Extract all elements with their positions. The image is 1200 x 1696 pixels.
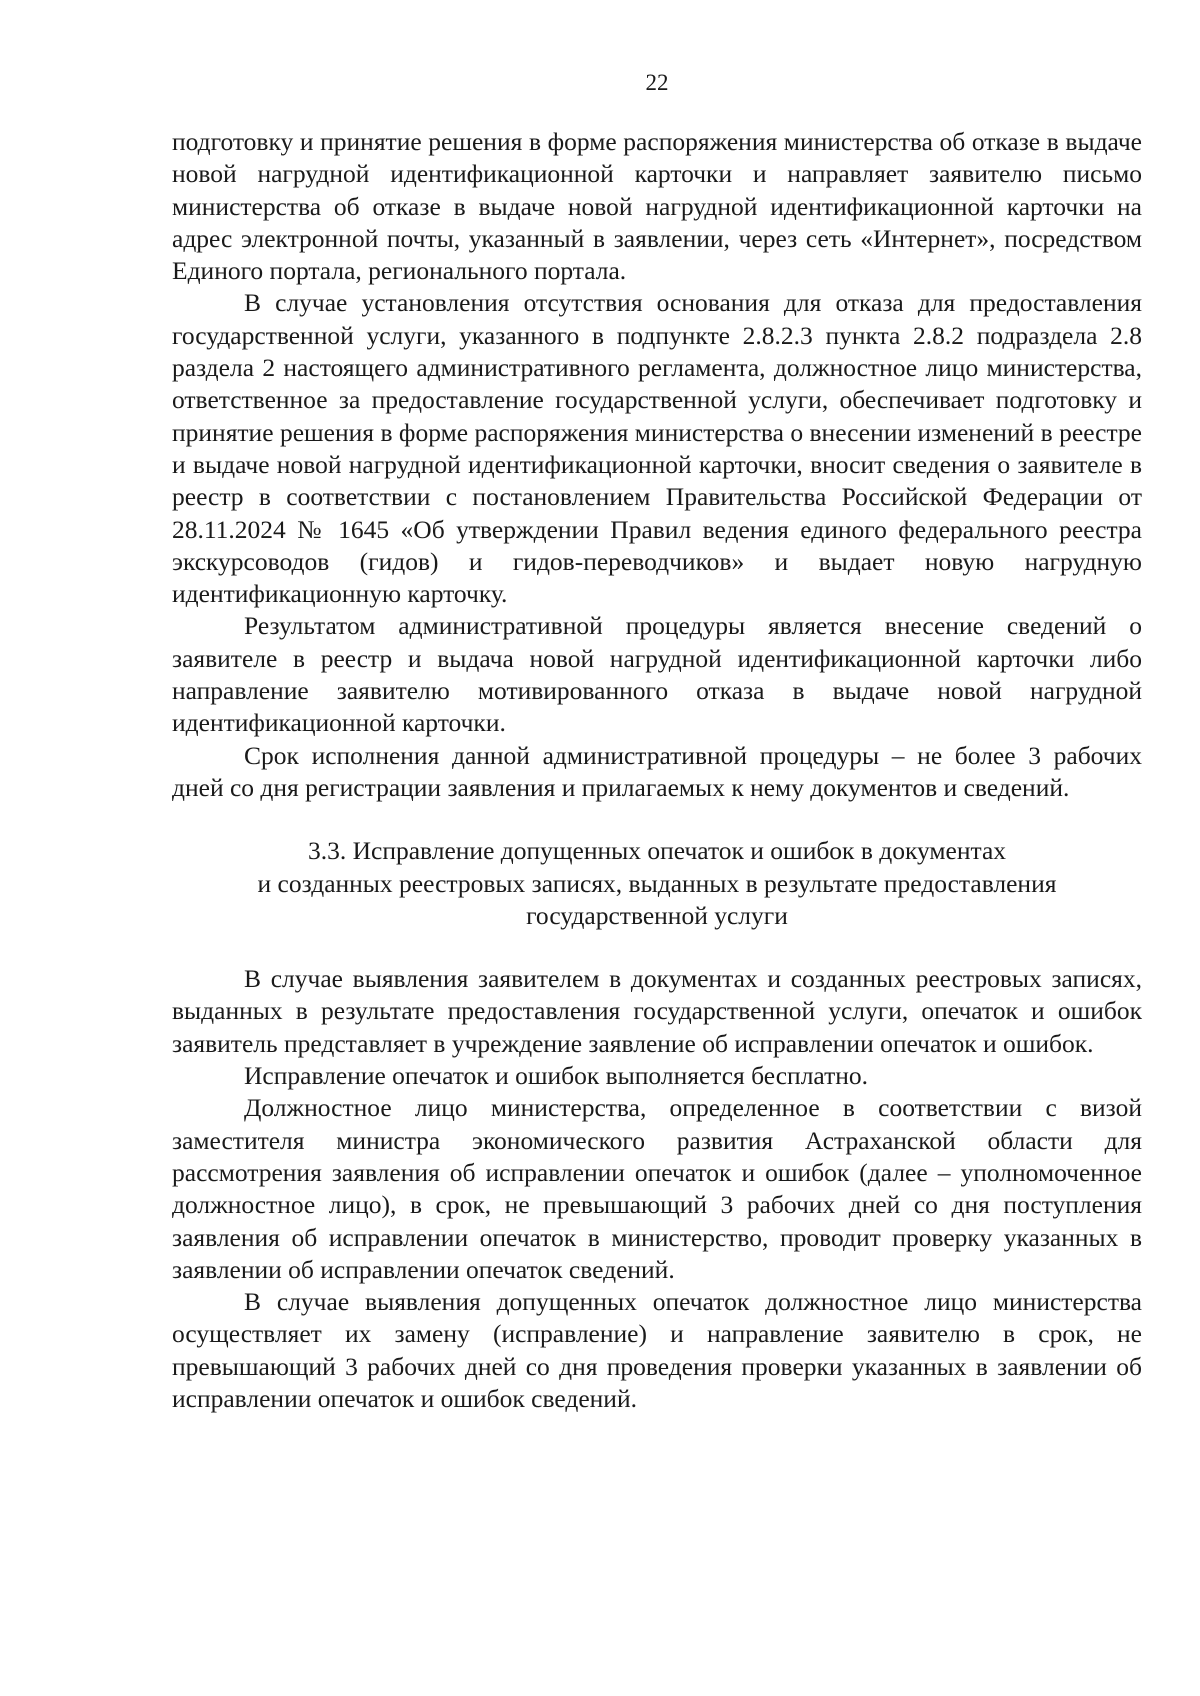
document-body <box>172 126 1142 1415</box>
paragraph-procedure-term: Срок исполнения данной административной процедуры – не более 3 рабочих дней со дня регистрации заявления и прилагаемых к нему документов и сведений. <box>172 740 1142 802</box>
section-heading-line-3: государственной услуги <box>526 900 788 930</box>
paragraph-authorized-official: Должностное лицо министерства, определенное в соответствии с визой заместителя министра экономического развития Астраханской области для рассмотрения заявления об исправлении опечаток и ошибок (далее – уполномоченное должностное лицо), в срок, не превышающий 3 рабочих дней со дня поступления заявления об исправлении опечаток в министерство, проводит проверку указанных в заявлении об исправлении опечаток сведений. <box>172 1093 1142 1284</box>
section-heading <box>172 835 1142 932</box>
paragraph-continuation: подготовку и принятие решения в форме распоряжения министерства об отказе в выдаче новой нагрудной идентификационной карточки и направляет заявителю письмо министерства об отказе в выдаче новой нагрудной идентификационной карточки на адрес электронной почты, указанный в заявлении, через сеть «Интернет», посредством Единого портала, регионального портала. <box>172 127 1142 286</box>
page-number: 22 <box>645 70 669 95</box>
paragraph-free-correction: Исправление опечаток и ошибок выполняется бесплатно. <box>244 1061 868 1091</box>
paragraph-correction-term: В случае выявления допущенных опечаток должностное лицо министерства осуществляет их замену (исправление) и направление заявителю в срок, не превышающий 3 рабочих дней со дня проведения проверки указанных в заявлении об исправлении опечаток и ошибок сведений. <box>172 1287 1142 1413</box>
section-heading-line-1: 3.3. Исправление допущенных опечаток и ошибок в документах <box>307 836 1007 866</box>
paragraph-no-refusal-grounds: В случае установления отсутствия основания для отказа для предоставления государственной услуги, указанного в подпункте 2.8.2.3 пункта 2.8.2 подраздела 2.8 раздела 2 настоящего административного регламента, должностное лицо министерства, ответственное за предоставление государственной услуги, обеспечивает подготовку и принятие решения в форме распоряжения министерства о внесении изменений в реестре и выдаче новой нагрудной идентификационной карточки, вносит сведения о заявителе в реестр в соответствии с постановлением Правительства Российской Федерации от 28.11.2024 № 1645 «Об утверждении Правил ведения единого федерального реестра экскурсоводов (гидов) и гидов-переводчиков» и выдает новую нагрудную идентификационную карточку. <box>172 288 1142 609</box>
paragraph-error-detection: В случае выявления заявителем в документах и созданных реестровых записях, выданных в результате предоставления государственной услуги, опечаток и ошибок заявитель представляет в учреждение заявление об исправлении опечаток и ошибок. <box>172 964 1142 1058</box>
section-heading-line-2: и созданных реестровых записях, выданных в результате предоставления <box>257 868 1057 898</box>
paragraph-procedure-result: Результатом административной процедуры является внесение сведений о заявителе в реестр и выдача новой нагрудной идентификационной карточки либо направление заявителю мотивированного отказа в выдаче новой нагрудной идентификационной карточки. <box>172 611 1142 738</box>
